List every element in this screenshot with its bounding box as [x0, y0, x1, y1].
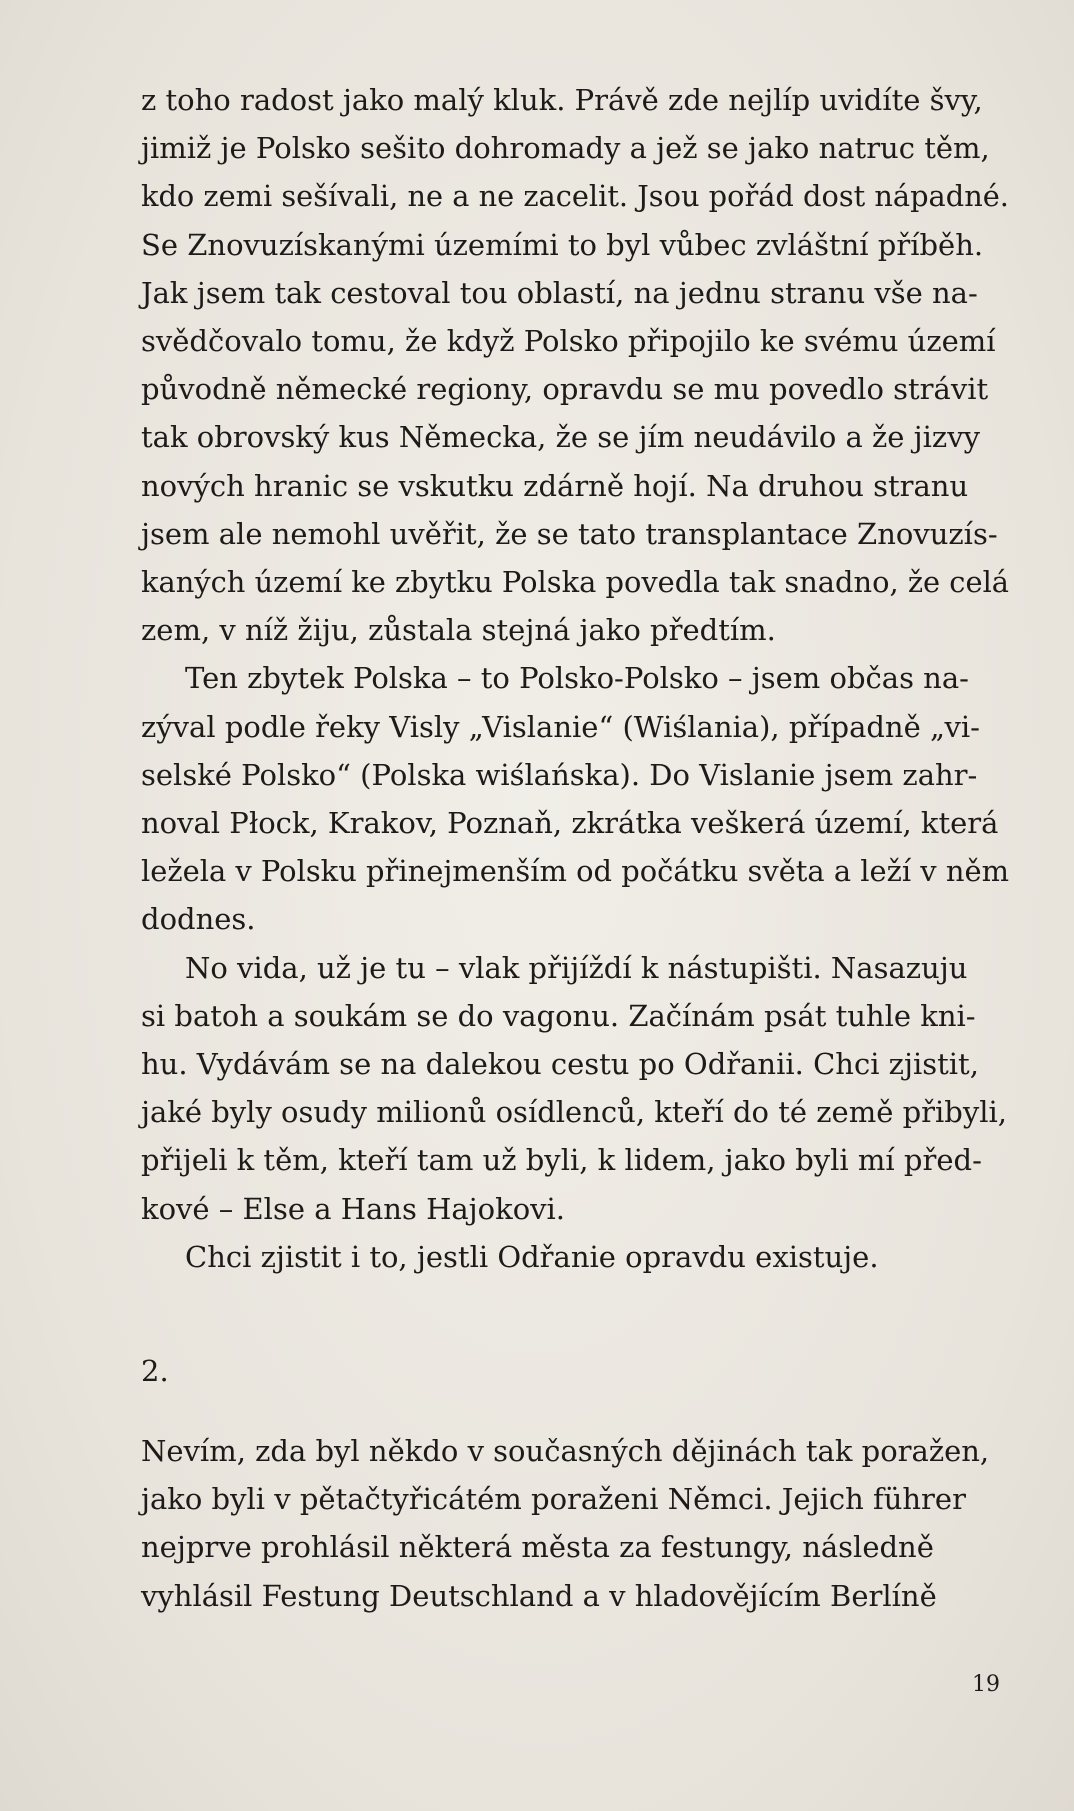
text-line: ležela v Polsku přinejmenším od počátku světa a leží v něm: [141, 854, 1009, 889]
text-line: Chci zjistit i to, jestli Odřanie opravdu existuje.: [185, 1239, 879, 1274]
text-line: jsem ale nemohl uvěřit, že se tato transplantace Znovuzís-: [141, 516, 998, 551]
paragraph-5: [141, 1427, 1009, 1620]
text-line: původně německé regiony, opravdu se mu povedlo strávit: [141, 372, 989, 407]
text-line: dodnes.: [141, 902, 256, 937]
text-line: kdo zemi sešívali, ne a ne zacelit. Jsou pořád dost nápadné.: [141, 179, 1009, 214]
text-line: No vida, už je tu – vlak přijíždí k nástupišti. Nasazuju: [185, 950, 968, 985]
text-line: Nevím, zda byl někdo v současných dějinách tak poražen,: [141, 1434, 990, 1468]
text-line: vyhlásil Festung Deutschland a v hladovějícím Berlíně: [141, 1578, 937, 1613]
text-line: Jak jsem tak cestoval tou oblastí, na jednu stranu vše na-: [141, 275, 978, 310]
text-line: nových hranic se vskutku zdárně hojí. Na druhou stranu: [141, 468, 969, 503]
text-line: jako byli v pětačtyřicátém poraženi Němci. Jejich führer: [141, 1482, 966, 1517]
text-line: zýval podle řeky Visly „Vislanie“ (Wiślania), případně „vi-: [141, 709, 980, 744]
text-line: tak obrovský kus Německa, že se jím neudávilo a že jizvy: [141, 420, 980, 455]
text-line: kaných území ke zbytku Polska povedla tak snadno, že celá: [141, 565, 1010, 600]
body-text: [141, 76, 1009, 1281]
paragraph-2: [141, 654, 1009, 943]
chapter-number: 2.: [141, 1354, 169, 1388]
text-line: noval Płock, Krakov, Poznaň, zkrátka veškerá území, která: [141, 806, 999, 841]
text-line: z toho radost jako malý kluk. Právě zde nejlíp uvidíte švy,: [141, 83, 983, 117]
text-line: si batoh a soukám se do vagonu. Začínám psát tuhle kni-: [141, 998, 976, 1033]
text-line: nejprve prohlásil některá města za festungy, následně: [141, 1530, 934, 1565]
page-number: 19: [972, 1672, 1000, 1697]
text-line: hu. Vydávám se na dalekou cestu po Odřanii. Chci zjistit,: [141, 1047, 979, 1082]
text-line: zem, v níž žiju, zůstala stejná jako předtím.: [141, 613, 776, 648]
text-line: kové – Else a Hans Hajokovi.: [141, 1191, 566, 1226]
text-line: jimiž je Polsko sešito dohromady a jež se jako natruc těm,: [141, 131, 990, 166]
paragraph-4: [141, 1233, 1009, 1281]
paragraph-3: [141, 944, 1009, 1233]
text-line: svědčovalo tomu, že když Polsko připojilo ke svému území: [141, 324, 996, 359]
text-line: selské Polsko“ (Polska wiślańska). Do Vislanie jsem zahr-: [141, 757, 978, 792]
text-line: Se Znovuzískanými územími to byl vůbec zvláštní příběh.: [141, 227, 984, 262]
text-line: Ten zbytek Polska – to Polsko-Polsko – jsem občas na-: [185, 661, 969, 696]
text-line: jaké byly osudy milionů osídlenců, kteří do té země přibyli,: [141, 1095, 1008, 1130]
section-2-text: [141, 1427, 1009, 1620]
text-line: přijeli k těm, kteří tam už byli, k lidem, jako byli mí před-: [141, 1143, 982, 1178]
paragraph-1: [141, 76, 1009, 654]
